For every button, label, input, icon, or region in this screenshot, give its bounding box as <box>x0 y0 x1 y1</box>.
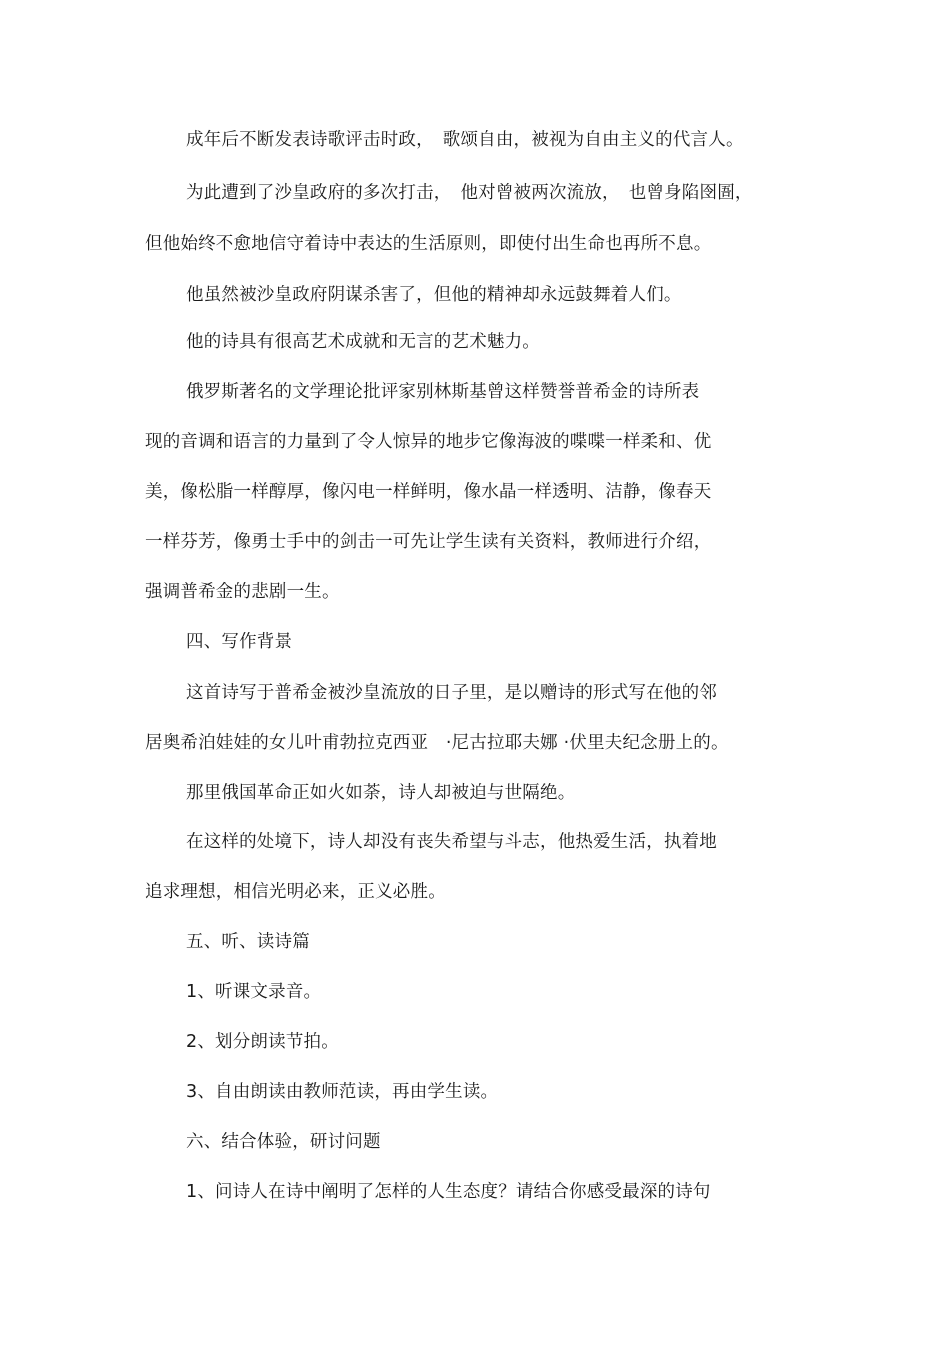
text-line: 美，像松脂一样醇厚，像闪电一样鲜明，像水晶一样透明、洁静，像春天 <box>145 482 712 502</box>
section-heading: 五、听、读诗篇 <box>186 932 310 952</box>
text-line: 那里俄国革命正如火如荼，诗人却被迫与世隔绝。 <box>186 783 576 803</box>
text-line: 强调普希金的悲剧一生。 <box>145 582 340 602</box>
list-item: 3、自由朗读由教师范读，再由学生读。 <box>186 1082 499 1102</box>
text-line: 成年后不断发表诗歌评击时政， 歌颂自由，被视为自由主义的代言人。 <box>186 130 744 150</box>
text-line: 居奥希泊娃娃的女儿叶甫勃拉克西亚 ·尼古拉耶夫娜 ·伏里夫纪念册上的。 <box>145 733 729 753</box>
text-line: 为此遭到了沙皇政府的多次打击， 他对曾被两次流放， 也曾身陷囹圄， <box>186 183 753 203</box>
text-line: 俄罗斯著名的文学理论批评家别林斯基曾这样赞誉普希金的诗所表 <box>186 382 700 402</box>
text-line: 在这样的处境下，诗人却没有丧失希望与斗志，他热爱生活，执着地 <box>186 832 717 852</box>
text-line: 现的音调和语言的力量到了令人惊异的地步它像海波的喋喋一样柔和、优 <box>145 432 712 452</box>
text-line: 但他始终不愈地信守着诗中表达的生活原则，即使付出生命也再所不息。 <box>145 234 712 254</box>
text-line: 这首诗写于普希金被沙皇流放的日子里，是以赠诗的形式写在他的邻 <box>186 683 717 703</box>
text-line: 追求理想，相信光明必来，正义必胜。 <box>145 882 446 902</box>
text-line: 一样芬芳，像勇士手中的剑击一可先让学生读有关资料，教师进行介绍， <box>145 532 712 552</box>
section-heading: 四、写作背景 <box>186 632 293 652</box>
list-item: 1、听课文录音。 <box>186 982 322 1002</box>
text-line: 他虽然被沙皇政府阴谋杀害了，但他的精神却永远鼓舞着人们。 <box>186 285 682 305</box>
text-line: 他的诗具有很高艺术成就和无言的艺术魅力。 <box>186 332 540 352</box>
list-item: 1、问诗人在诗中阐明了怎样的人生态度？请结合你感受最深的诗句 <box>186 1182 711 1202</box>
section-heading: 六、结合体验，研讨问题 <box>186 1132 381 1152</box>
list-item: 2、划分朗读节拍。 <box>186 1032 339 1052</box>
